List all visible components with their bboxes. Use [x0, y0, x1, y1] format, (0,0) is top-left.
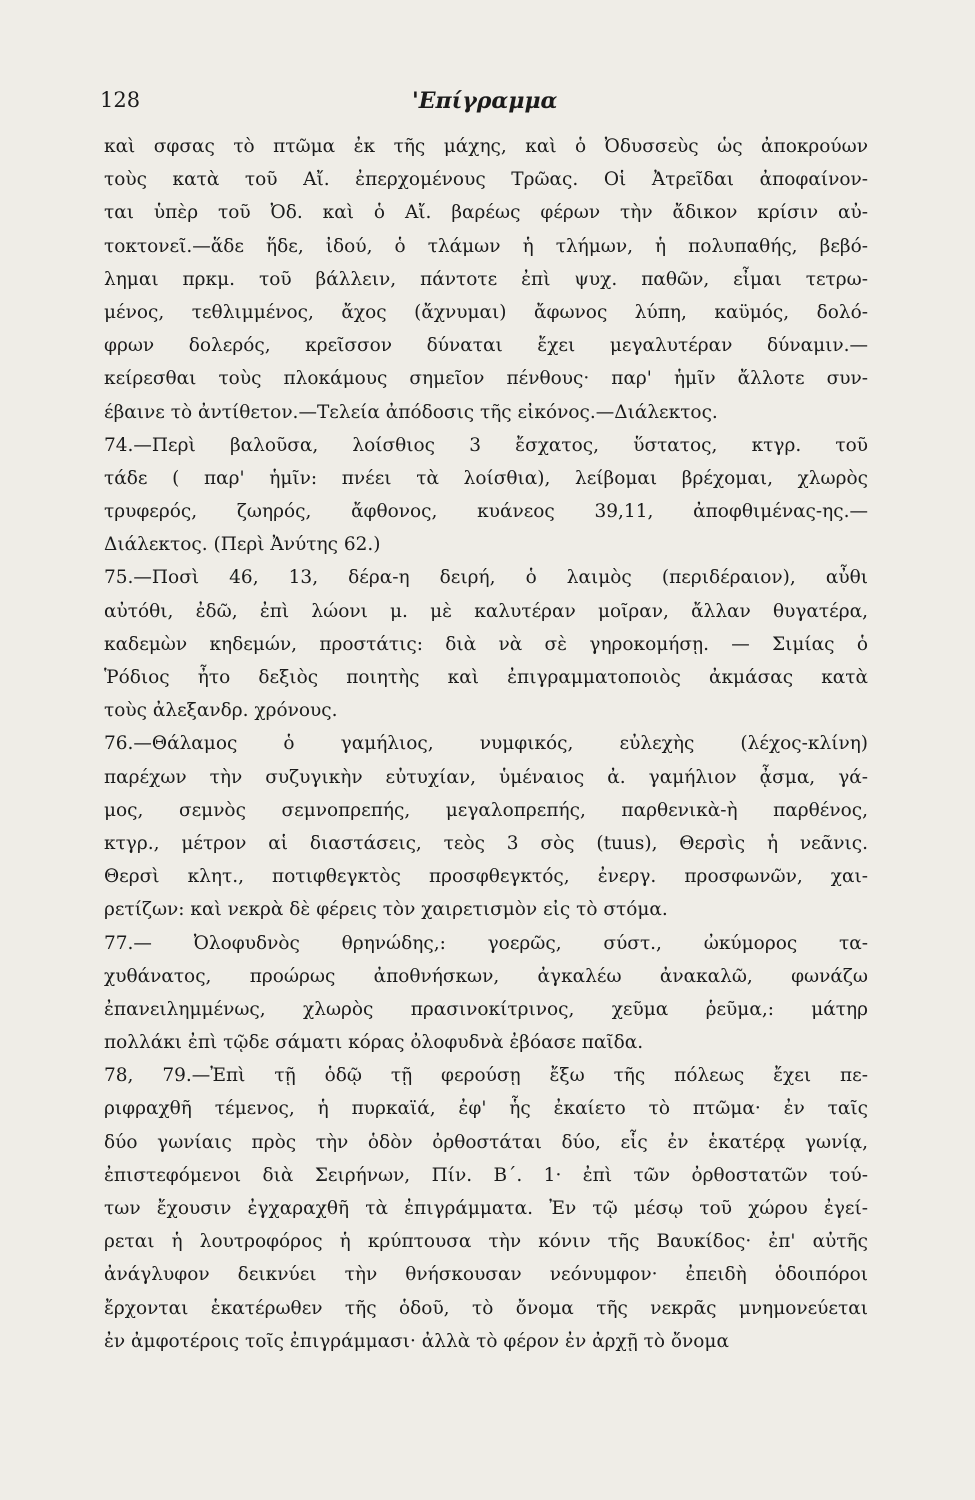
text-line: κείρεσθαι τοὺς πλοκάμους σημεῖον πένθους· παρ' ἡμῖν ἄλλοτε συν- — [104, 368, 868, 390]
text-line: καδεμὼν κηδεμών, προστάτις: διὰ νὰ σὲ γηροκομήσῃ. — Σιμίας ὁ — [104, 633, 868, 655]
text-line: τοὺς κατὰ τοῦ Αἴ. ἐπερχομένους Τρῶας. Οἱ Ἀτρεῖδαι ἀποφαίνον- — [104, 169, 868, 191]
text-line: ται ὑπὲρ τοῦ Ὀδ. καὶ ὁ Αἴ. βαρέως φέρων τὴν ἄδικον κρίσιν αὐ- — [104, 202, 868, 224]
page-number: 128 — [100, 88, 141, 112]
text-line: ρεται ἡ λουτροφόρος ἡ κρύπτουσα τὴν κόνιν τῆς Βαυκίδος· ἐπ' αὐτῆς — [104, 1231, 868, 1253]
text-line: ριφραχθῆ τέμενος, ἡ πυρκαϊά, ἐφ' ἧς ἐκαίετο τὸ πτῶμα· ἐν ταῖς — [104, 1098, 868, 1120]
text-line: τοὺς ἀλεξανδρ. χρόνους. — [104, 700, 338, 722]
text-line: έβαινε τὸ ἀντίθετον.—Τελεία ἀπόδοσις τῆς εἰκόνος.—Διάλεκτος. — [104, 401, 718, 423]
body-text — [104, 130, 868, 1358]
text-line: ἔρχονται ἑκατέρωθεν τῆς ὁδοῦ, τὸ ὄνομα τῆς νεκρᾶς μνημονεύεται — [104, 1297, 868, 1319]
text-line: αὐτόθι, ἐδῶ, ἐπὶ λώονι μ. μὲ καλυτέραν μοῖραν, ἄλλαν θυγατέρα, — [104, 600, 868, 622]
text-line: Ῥόδιος ἦτο δεξιὸς ποιητὴς καὶ ἐπιγραμματοποιὸς ἀκμάσας κατὰ — [104, 667, 868, 688]
text-line: τοκτονεῖ.—ἅδε ἥδε, ἰδού, ὁ τλάμων ἡ τλήμων, ἡ πολυπαθής, βεβό- — [104, 235, 868, 257]
text-line: 76.—Θάλαμος ὁ γαμήλιος, νυμφικός, εὐλεχὴς (λέχος-κλίνη) — [104, 733, 868, 755]
page-header — [100, 88, 870, 122]
text-line: Θερσὶ κλητ., ποτιφθεγκτὸς προσφθεγκτός, ἐνεργ. προσφωνῶν, χαι- — [104, 866, 868, 888]
text-line: 74.—Περὶ βαλοῦσα, λοίσθιος 3 ἔσχατος, ὕστατος, κτγρ. τοῦ — [104, 434, 868, 456]
text-line: φρων δολερός, κρεῖσσον δύναται ἔχει μεγαλυτέραν δύναμιν.— — [104, 335, 868, 357]
text-line: ἐπιστεφόμενοι διὰ Σειρήνων, Πίν. Β΄. 1· ἐπὶ τῶν ὀρθοστατῶν τού- — [104, 1164, 868, 1186]
text-line: δύο γωνίαις πρὸς τὴν ὁδὸν ὀρθοστάται δύο, εἷς ἐν ἑκατέρᾳ γωνίᾳ, — [104, 1131, 868, 1153]
text-line: παρέχων τὴν συζυγικὴν εὐτυχίαν, ὑμέναιος ἀ. γαμήλιον ᾆσμα, γά- — [104, 766, 868, 788]
running-title: 'Επίγραμμα — [412, 88, 558, 114]
text-line: ἀνάγλυφον δεικνύει τὴν θνήσκουσαν νεόνυμφον· ἐπειδὴ ὁδοιπόροι — [104, 1264, 868, 1286]
text-line: μένος, τεθλιμμένος, ἄχος (ἄχνυμαι) ἄφωνος λύπη, καϋμός, δολό- — [104, 301, 868, 323]
text-line: των ἔχουσιν ἐγχαραχθῆ τὰ ἐπιγράμματα. Ἐν τῷ μέσῳ τοῦ χώρου ἐγεί- — [104, 1198, 868, 1219]
text-line: κτγρ., μέτρον αἱ διαστάσεις, τεὸς 3 σὸς (tuus), Θερσὶς ἡ νεᾶνις. — [104, 832, 868, 854]
text-line: καὶ σφσας τὸ πτῶμα ἐκ τῆς μάχης, καὶ ὁ Ὀδυσσεὺς ὡς ἀποκρούων — [104, 136, 868, 157]
text-line: λημαι πρκμ. τοῦ βάλλειν, πάντοτε ἐπὶ ψυχ. παθῶν, εἶμαι τετρω- — [104, 268, 868, 290]
text-line: μος, σεμνὸς σεμνοπρεπής, μεγαλοπρεπής, παρθενικὰ-ὴ παρθένος, — [104, 799, 868, 821]
text-line: πολλάκι ἐπὶ τῷδε σάματι κόρας ὀλοφυδνὰ ἐβόασε παῖδα. — [104, 1032, 644, 1054]
text-line: ρετίζων: καὶ νεκρὰ δὲ φέρεις τὸν χαιρετισμὸν εἰς τὸ στόμα. — [104, 899, 668, 921]
text-line: ἐπανειλημμένως, χλωρὸς πρασινοκίτρινος, χεῦμα ῥεῦμα,: μάτηρ — [104, 998, 868, 1020]
text-line: 75.—Ποσὶ 46, 13, δέρα-η δειρή, ὁ λαιμὸς (περιδέραιον), αὖθι — [104, 567, 868, 589]
text-line: 78, 79.—Ἐπὶ τῇ ὁδῷ τῇ φερούσῃ ἔξω τῆς πόλεως ἔχει πε- — [104, 1065, 868, 1087]
text-line: Διάλεκτος. (Περὶ Ἀνύτης 62.) — [104, 534, 381, 556]
text-line: τάδε ( παρ' ἡμῖν: πνέει τὰ λοίσθια), λείβομαι βρέχομαι, χλωρὸς — [104, 467, 868, 489]
text-line: 77.— Ὀλοφυδνὸς θρηνώδης,: γοερῶς, σύστ., ὠκύμορος τα- — [104, 932, 868, 954]
text-line: χυθάνατος, προώρως ἀποθνήσκων, ἀγκαλέω ἀνακαλῶ, φωνάζω — [104, 965, 868, 987]
text-line: ἐν ἀμφοτέροις τοῖς ἐπιγράμμασι· ἀλλὰ τὸ φέρον ἐν ἀρχῇ τὸ ὄνομα — [104, 1330, 729, 1352]
text-line: τρυφερός, ζωηρός, ἄφθονος, κυάνεος 39,11, ἀποφθιμένας-ης.— — [104, 501, 868, 523]
